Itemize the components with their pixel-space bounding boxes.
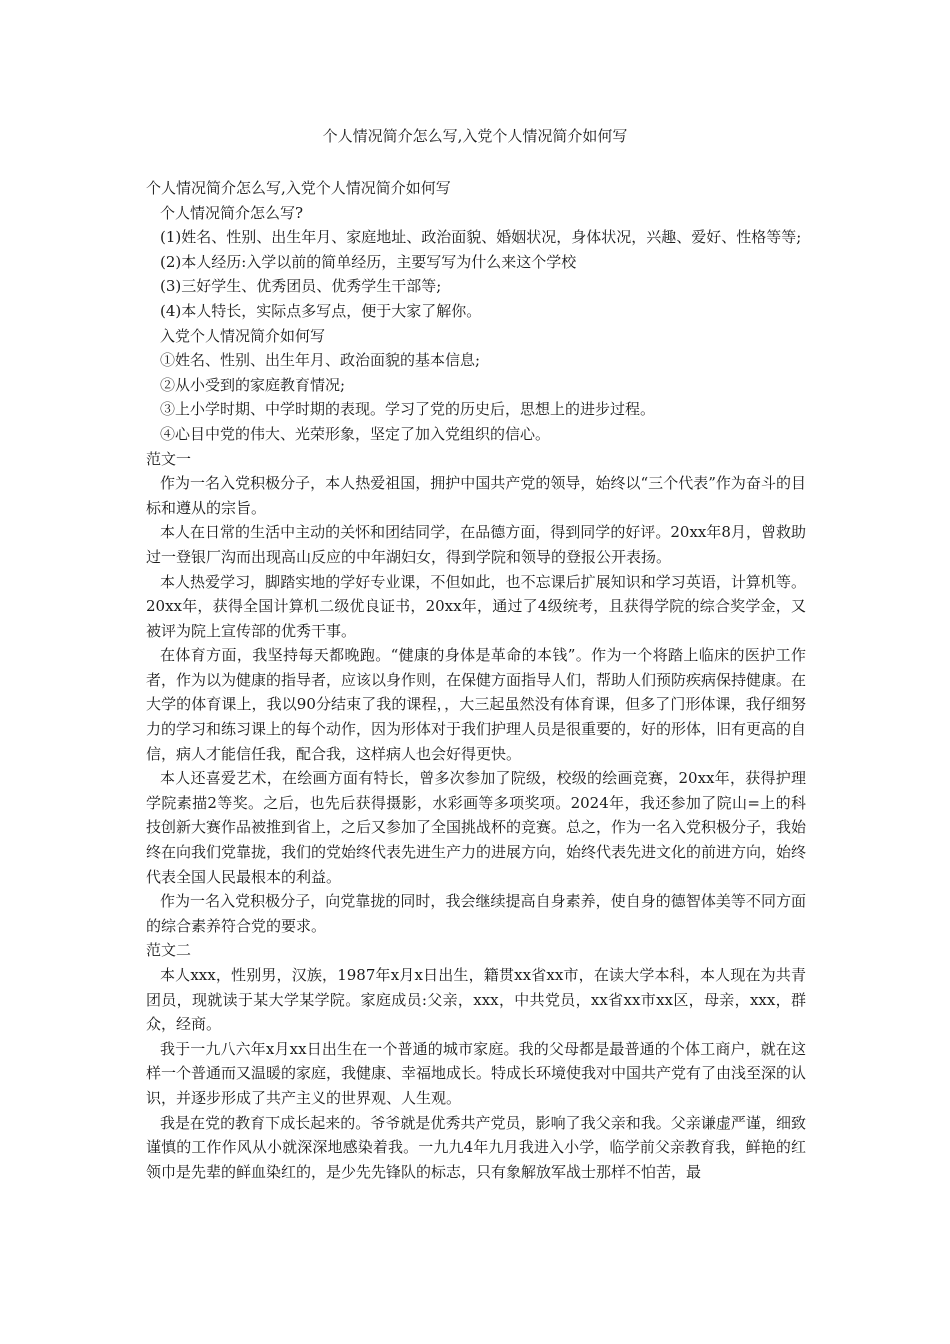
document-body [146, 176, 806, 1184]
paragraph: 本人xxx，性别男，汉族，1987年x月x日出生，籍贯xx省xx市，在读大学本科，本人现在为共青团员，现就读于某大学某学院。家庭成员:父亲，xxx，中共党员，xx省xx市xx区，母亲，xxx，群众，经商。 [146, 966, 806, 1034]
paragraph: (2)本人经历:入学以前的简单经历，主要写写为什么来这个学校 [160, 252, 577, 271]
paragraph: 本人还喜爱艺术，在绘画方面有特长，曾多次参加了院级，校级的绘画竞赛，20xx年，获得护理学院素描2等奖。之后，也先后获得摄影，水彩画等多项奖项。2024年，我还参加了院山=上的科技创新大赛作品被推到省上，之后又参加了全国挑战杯的竞赛。总之，作为一名入党积极分子，我始终在向我们党靠拢，我们的党始终代表先进生产力的进展方向，始终代表先进文化的前进方向，始终代表全国人民最根本的利益。 [146, 769, 807, 886]
paragraph: 范文一 [146, 449, 192, 468]
paragraph: 入党个人情况简介如何写 [160, 326, 326, 345]
paragraph: 在体育方面，我坚持每天都晚跑。“健康的身体是革命的本钱”。作为一个将踏上临床的医护工作者，作为以为健康的指导者，应该以身作则，在保健方面指导人们，帮助人们预防疾病保持健康。在大学的体育课上，我以90分结束了我的课程，，大三起虽然没有体育课，但多了门形体课，我仔细努力的学习和练习课上的每个动作，因为形体对于我们护理人员是很重要的，好的形体，旧有更高的自信，病人才能信任我，配合我，这样病人也会好得更快。 [146, 646, 807, 763]
paragraph: (1)姓名、性别、出生年月、家庭地址、政治面貌、婚姻状况，身体状况，兴趣、爱好、性格等等; [160, 228, 802, 247]
paragraph: 本人在日常的生活中主动的关怀和团结同学，在品德方面，得到同学的好评。20xx年8月，曾救助过一登银厂沟而出现高山反应的中年湖妇女，得到学院和领导的登报公开表扬。 [146, 523, 806, 566]
paragraph: 范文二 [146, 941, 192, 960]
document-title: 个人情况简介怎么写,入党个人情况简介如何写 [322, 127, 628, 145]
paragraph: 个人情况简介怎么写,入党个人情况简介如何写 [146, 179, 451, 197]
paragraph: ④心目中党的伟大、光荣形象，坚定了加入党组织的信心。 [160, 424, 551, 443]
paragraph: ①姓名、性别、出生年月、政治面貌的基本信息; [160, 351, 481, 370]
paragraph: 我是在党的教育下成长起来的。爷爷就是优秀共产党员，影响了我父亲和我。父亲谦虚严谨，细致谨慎的工作作风从小就深深地感染着我。一九九4年九月我进入小学，临学前父亲教育我，鲜艳的红领巾是先辈的鲜血染红的，是少先先锋队的标志，只有象解放军战士那样不怕苦，最 [146, 1113, 806, 1181]
paragraph: (4)本人特长，实际点多写点，便于大家了解你。 [160, 301, 482, 320]
paragraph: 个人情况简介怎么写? [160, 203, 304, 222]
paragraph: 作为一名入党积极分子，本人热爱祖国，拥护中国共产党的领导，始终以“三个代表”作为奋斗的目标和遵从的宗旨。 [146, 474, 806, 517]
paragraph: 本人热爱学习，脚踏实地的学好专业课，不但如此，也不忘课后扩展知识和学习英语，计算机等。20xx年，获得全国计算机二级优良证书，20xx年，通过了4级统考，且获得学院的综合奖学金，又被评为院上宣传部的优秀干事。 [146, 572, 806, 640]
paragraph: ②从小受到的家庭教育情况; [160, 375, 346, 394]
paragraph: ③上小学时期、中学时期的表现。学习了党的历史后，思想上的进步过程。 [160, 400, 656, 419]
paragraph: 我于一九八六年x月xx日出生在一个普通的城市家庭。我的父母都是最普通的个体工商户，就在这样一个普通而又温暖的家庭，我健康、幸福地成长。特成长环境使我对中国共产党有了由浅至深的认识，并逐步形成了共产主义的世界观、人生观。 [146, 1039, 807, 1107]
paragraph: 作为一名入党积极分子，向党靠拢的同时，我会继续提高自身素养，使自身的德智体美等不同方面的综合素养符合党的要求。 [146, 892, 806, 935]
paragraph: (3)三好学生、优秀团员、优秀学生干部等; [160, 277, 442, 296]
